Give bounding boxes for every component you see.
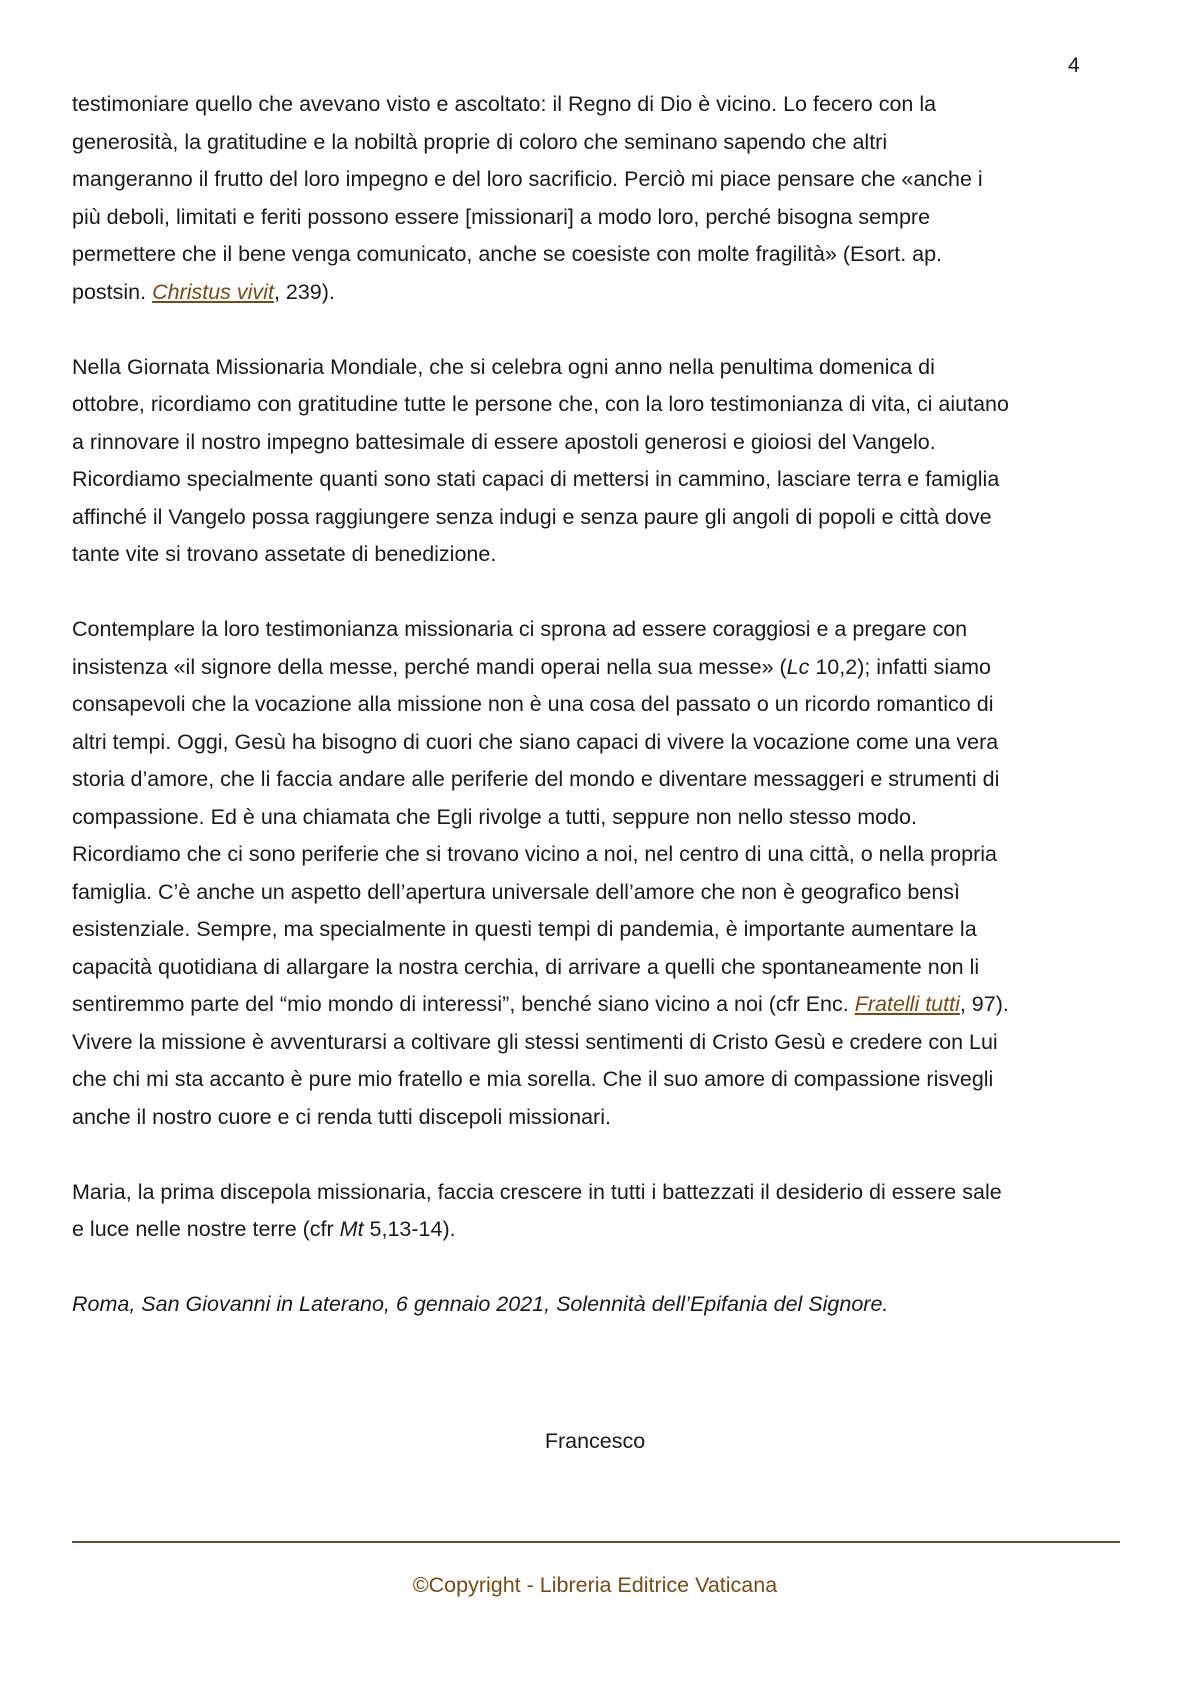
- text-fragment: , 97).: [959, 992, 1009, 1016]
- copyright-notice: ©Copyright - Libreria Editrice Vaticana: [412, 1573, 778, 1597]
- text-fragment: 5,13-14).: [363, 1217, 456, 1241]
- dateline: Roma, San Giovanni in Laterano, 6 gennaio 2021, Solennità dell’Epifania del Signore.: [72, 1292, 889, 1316]
- dateline-paragraph: [72, 1286, 1134, 1324]
- text-line: a rinnovare il nostro impegno battesimale di essere apostoli generosi e gioiosi del Vangelo.: [72, 429, 936, 454]
- text-line: Ricordiamo specialmente quanti sono stati capaci di mettersi in cammino, lasciare terra e famiglia: [72, 467, 1000, 491]
- paragraph-4: [72, 1174, 1134, 1249]
- christus-vivit-link[interactable]: Christus vivit: [152, 279, 274, 304]
- text-line: [72, 1211, 1134, 1249]
- text-line: [72, 986, 1134, 1024]
- text-line: tante vite si trovano assetate di benedizione.: [72, 542, 497, 566]
- paragraph-1: [72, 86, 1134, 311]
- text-line: Nella Giornata Missionaria Mondiale, che si celebra ogni anno nella penultima domenica di: [72, 354, 935, 379]
- page-number: 4: [1068, 54, 1080, 77]
- text-line: esistenziale. Sempre, ma specialmente in questi tempi di pandemia, è importante aumentare la: [72, 917, 977, 941]
- signature: Francesco: [544, 1429, 646, 1453]
- text-fragment: 10,2); infatti siamo: [809, 654, 992, 679]
- document-body: [72, 86, 1134, 1361]
- text-line: anche il nostro cuore e ci renda tutti discepoli missionari.: [72, 1104, 611, 1129]
- text-line: Maria, la prima discepola missionaria, faccia crescere in tutti i battezzati il desiderio di essere sale: [72, 1179, 1002, 1204]
- text-line: affinché il Vangelo possa raggiungere senza indugi e senza paure gli angoli di popoli e città dove: [72, 504, 992, 529]
- scripture-ref-lc: Lc: [786, 654, 810, 679]
- text-line: più deboli, limitati e feriti possono essere [missionari] a modo loro, perché bisogna sempre: [72, 204, 931, 229]
- text-line: generosità, la gratitudine e la nobiltà proprie di coloro che seminano sapendo che altri: [72, 129, 888, 154]
- text-line: famiglia. C’è anche un aspetto dell’apertura universale dell’amore che non è geografico bensì: [72, 879, 961, 904]
- text-line: Ricordiamo che ci sono periferie che si trovano vicino a noi, nel centro di una città, o nella propria: [72, 842, 997, 866]
- paragraph-3: [72, 611, 1134, 1136]
- text-line: compassione. Ed è una chiamata che Egli rivolge a tutti, seppure non nello stesso modo.: [72, 804, 917, 829]
- text-line: mangeranno il frutto del loro impegno e del loro sacrificio. Perciò mi piace pensare che «anche i: [72, 167, 983, 191]
- text-line: consapevoli che la vocazione alla missione non è una cosa del passato o un ricordo romantico di: [72, 692, 994, 716]
- text-line: ottobre, ricordiamo con gratitudine tutte le persone che, con la loro testimonianza di vita, ci aiutano: [72, 392, 1009, 416]
- text-fragment: , 239).: [273, 279, 335, 304]
- text-fragment: insistenza «il signore della messe, perché mandi operai nella sua messe» (: [72, 654, 787, 679]
- text-line: storia d’amore, che li faccia andare alle periferie del mondo e diventare messaggeri e strumenti di: [72, 767, 1000, 791]
- text-line: [72, 649, 1134, 687]
- text-line: che chi mi sta accanto è pure mio fratello e mia sorella. Che il suo amore di compassione risvegli: [72, 1067, 994, 1091]
- text-line: [72, 274, 1134, 312]
- text-line: Contemplare la loro testimonianza missionaria ci sprona ad essere coraggiosi e a pregare con: [72, 617, 968, 641]
- text-line: Vivere la missione è avventurarsi a coltivare gli stessi sentimenti di Cristo Gesù e credere con Lui: [72, 1029, 998, 1054]
- text-line: testimoniare quello che avevano visto e ascoltato: il Regno di Dio è vicino. Lo fecero con la: [72, 92, 937, 116]
- text-line: capacità quotidiana di allargare la nostra cerchia, di arrivare a quelli che spontaneamente non li: [72, 954, 980, 979]
- fratelli-tutti-link[interactable]: Fratelli tutti: [854, 992, 960, 1016]
- text-line: altri tempi. Oggi, Gesù ha bisogno di cuori che siano capaci di vivere la vocazione come una vera: [72, 729, 999, 754]
- text-fragment: e luce nelle nostre terre (cfr: [72, 1217, 340, 1241]
- footer-divider: [72, 1541, 1120, 1543]
- text-line: permettere che il bene venga comunicato, anche se coesiste con molte fragilità» (Esort. ap.: [72, 242, 943, 266]
- text-fragment: postsin.: [72, 279, 153, 304]
- text-fragment: sentiremmo parte del “mio mondo di interessi”, benché siano vicino a noi (cfr Enc.: [72, 992, 855, 1016]
- paragraph-2: [72, 349, 1134, 574]
- scripture-ref-mt: Mt: [339, 1217, 364, 1241]
